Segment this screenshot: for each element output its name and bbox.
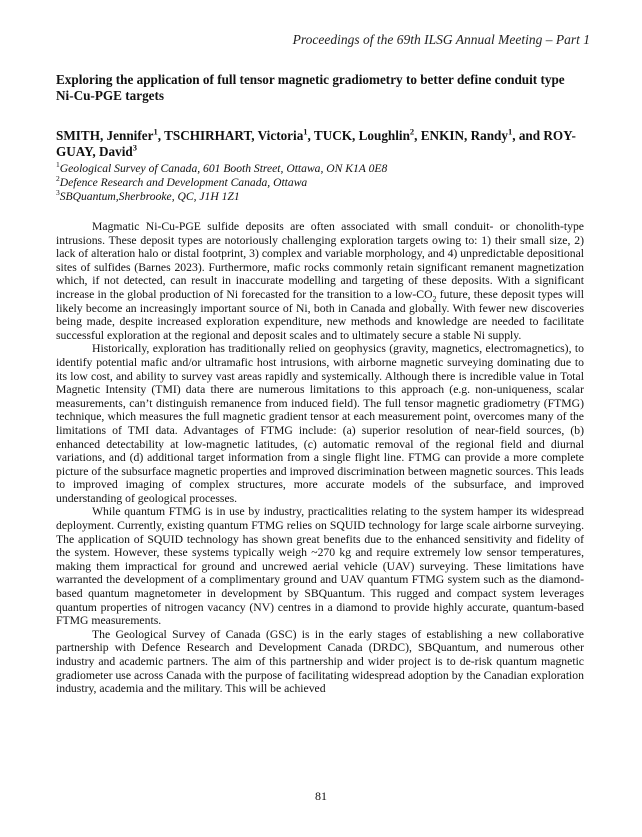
- subscript: 2: [432, 294, 437, 304]
- affiliation-number: 2: [56, 174, 60, 184]
- author-affiliation-marker: 2: [409, 126, 415, 137]
- author-affiliation-marker: 3: [132, 142, 137, 153]
- author-list: SMITH, Jennifer$^1$, TSCHIRHART, Victoria$^1$, TUCK, Loughlin$^2$, ENKIN, Randy$^1$, and ROY-GUAY, David$^3$: [56, 126, 576, 159]
- affiliation: [56, 176, 584, 190]
- body-paragraph: Historically, exploration has traditionally relied on geophysics (gravity, magnetics, electromagnetics), to identify potential mafic and/or ultramafic host intrusions, with airborne magnetic surveying dominating due to its low cost, and ability to survey vast areas rapidly and systemically. Although there is incredible value in Total Magnetic Intensity (TMI) data there are numerous limitations to this approach (e.g. non-uniqueness, scalar measurements, can’t distinguish remanence from induced field). The full tensor magnetic gradiometry (FTMG) technique, which measures the full magnetic gradient tensor at each measurement point, overcomes many of the limitations of TMI data. Advantages of FTMG include: (a) superior resolution of near-field sources, (b) enhanced detectability at low-magnetic latitudes, (c) automatic removal of the regional field and diurnal variations, and (d) additional target information from a single flight line. FTMG can provide a more complete picture of the subsurface magnetic properties and improved discrimination between magnetic sources. This leads to improved imaging of complex structures, more accurate models of the subsurface, and improved understanding of geological processes.: [56, 342, 584, 505]
- article-title: Exploring the application of full tensor magnetic gradiometry to better define conduit type Ni-Cu-PGE targets: [56, 72, 565, 103]
- affiliation: [56, 190, 584, 204]
- article: [56, 72, 584, 696]
- running-head: Proceedings of the 69th ILSG Annual Meeting – Part 1: [292, 32, 590, 47]
- affiliation: [56, 162, 584, 176]
- affiliation-number: 1: [56, 160, 60, 170]
- affiliation-text: Defence Research and Development Canada, Ottawa: [59, 176, 308, 189]
- affiliation-list: [56, 162, 584, 204]
- author-affiliation-marker: 1: [303, 126, 308, 137]
- author-affiliation-marker: 1: [153, 126, 158, 137]
- body-paragraph: Magmatic Ni-Cu-PGE sulfide deposits are often associated with small conduit- or chonolith-type intrusions. These deposit types are notoriously challenging exploration targets owing to: 1) their small size, 2) lack of alteration halo or distal footprint, 3) complex and variable morphology, and 4) unpredictable depositional sites of sulfides (Barnes 2023). Furthermore, mafic rocks commonly retain significant remanent magnetization which, if not detected, can result in inaccurate modelling and targeting of these deposits. With a significant increase in the global production of Ni forecasted for the transition to a low-$CO_2$ future, these deposit types will likely become an increasingly important source of Ni, both in Canada and globally. With fewer new discoveries being made, despite increased exploration expenditure, new methods and knowledge are needed to facilitate successful exploration at the regional and deposit scales and to ultimately secure a stable Ni supply.: [56, 220, 584, 342]
- author-name: ROY-GUAY, David: [56, 128, 576, 159]
- author-name: SMITH, Jennifer: [56, 128, 154, 143]
- author-name: TSCHIRHART, Victoria: [164, 128, 304, 143]
- affiliation-text: SBQuantum,Sherbrooke, QC, J1H 1Z1: [59, 190, 240, 203]
- author-affiliation-marker: 1: [507, 126, 513, 137]
- affiliation-text: Geological Survey of Canada, 601 Booth Street, Ottawa, ON K1A 0E8: [59, 162, 388, 175]
- author-name: ENKIN, Randy: [420, 128, 508, 143]
- author-name: TUCK, Loughlin: [313, 128, 410, 143]
- body-paragraph: While quantum FTMG is in use by industry, practicalities relating to the system hamper its widespread deployment. Currently, existing quantum FTMG relies on SQUID technology for large scale airborne surveying. The application of SQUID technology has shown great benefits due to the enhanced sensitivity and fidelity of the system. However, these systems typically weigh ~270 kg and require extremely low sensor temperatures, making them impractical for ground and uncrewed aerial vehicle (UAV) surveying. These limitations have warranted the development of a complimentary ground and UAV quantum FTMG system such as the diamond-based quantum magnetometer in development by SBQuantum. This rugged and compact system leverages quantum properties of nitrogen vacancy (NV) centres in a diamond to provide highly accurate, quantum-based FTMG measurements.: [56, 505, 584, 628]
- page-number: 81: [315, 789, 327, 803]
- affiliation-number: 3: [56, 188, 60, 198]
- body-paragraph: The Geological Survey of Canada (GSC) is in the early stages of establishing a new collaborative partnership with Defence Research and Development Canada (DRDC), SBQuantum, and numerous other industry and academic partners. The aim of this partnership and wider project is to de-risk quantum magnetic gradiometer use across Canada with the purpose of facilitating widespread adoption by the Canadian exploration industry, academia and the military. This will be achieved: [56, 627, 584, 696]
